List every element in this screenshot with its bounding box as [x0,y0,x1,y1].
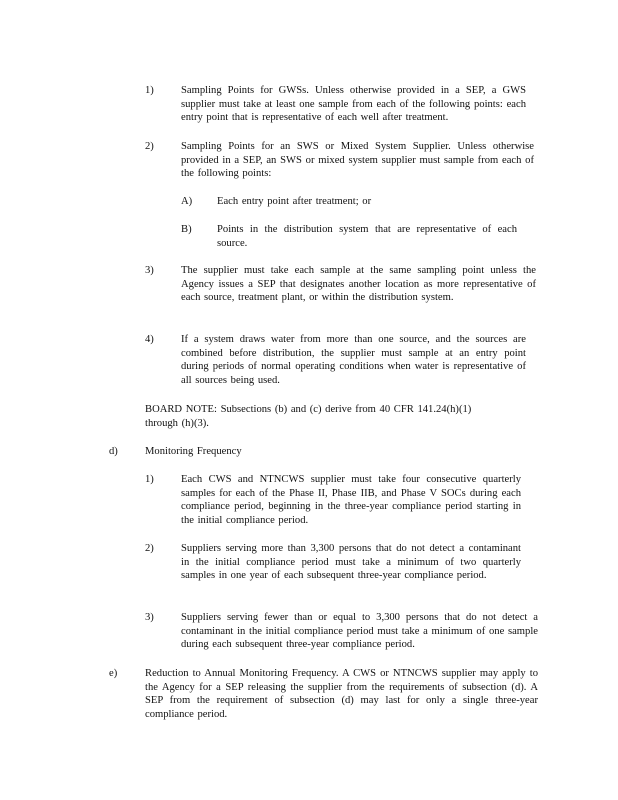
sampling-points-gws-paragraph: Sampling Points for GWSs. Unless otherwise provided in a SEP, a GWS supplier must take at least one sample from each of the following points: each entry point that is representative of each well after treatment. [181,85,526,124]
multiple-sources-paragraph: If a system draws water from more than one source, and the sources are combined before distribution, the supplier must sample at an entry point during periods of normal operating conditions when water is representative of all sources being used. [181,334,526,386]
item-label: 3) [145,265,154,276]
small-suppliers-paragraph: Suppliers serving fewer than or equal to 3,300 persons that do not detect a contaminant in the initial compliance period must take a minimum of one sample during each subsequent three-year compliance period. [181,612,538,651]
section-label: e) [109,668,118,679]
same-sampling-point-paragraph: The supplier must take each sample at the same sampling point unless the Agency issues a SEP that designates another location as more representative of each source, treatment plant, or within the distribution system. [181,265,536,304]
entry-point-paragraph: Each entry point after treatment; or [217,196,372,207]
item-label: 3) [145,612,154,623]
sampling-points-sws-paragraph: Sampling Points for an SWS or Mixed System Supplier. Unless otherwise provided in a SEP, an SWS or mixed system supplier must sample from each of the following points: [181,141,534,180]
item-label: 4) [145,334,154,345]
item-label: 1) [145,85,154,96]
item-label: 2) [145,543,154,554]
distribution-points-paragraph: Points in the distribution system that are representative of each source. [217,224,517,249]
board-note: BOARD NOTE: Subsections (b) and (c) derive from 40 CFR 141.24(h)(1) through (h)(3). [145,404,472,429]
item-label: B) [181,224,192,235]
item-label: 2) [145,141,154,152]
section-label: d) [109,446,118,457]
large-suppliers-paragraph: Suppliers serving more than 3,300 persons that do not detect a contaminant in the initial compliance period must take a minimum of two quarterly samples in one year of each subsequent three-year compliance period. [181,543,521,582]
quarterly-samples-paragraph: Each CWS and NTNCWS supplier must take four consecutive quarterly samples for each of the Phase II, Phase IIB, and Phase V SOCs during each compliance period, beginning in the three-year compliance period starting in the initial compliance period. [181,474,521,526]
annual-monitoring-reduction-paragraph: Reduction to Annual Monitoring Frequency. A CWS or NTNCWS supplier may apply to the Agency for a SEP releasing the supplier from the requirements of subsection (d). A SEP from the requirement of subsection (d) may last for only a single three-year compliance period. [145,668,538,720]
item-label: 1) [145,474,154,485]
item-label: A) [181,196,193,207]
monitoring-frequency-heading: Monitoring Frequency [145,446,242,457]
